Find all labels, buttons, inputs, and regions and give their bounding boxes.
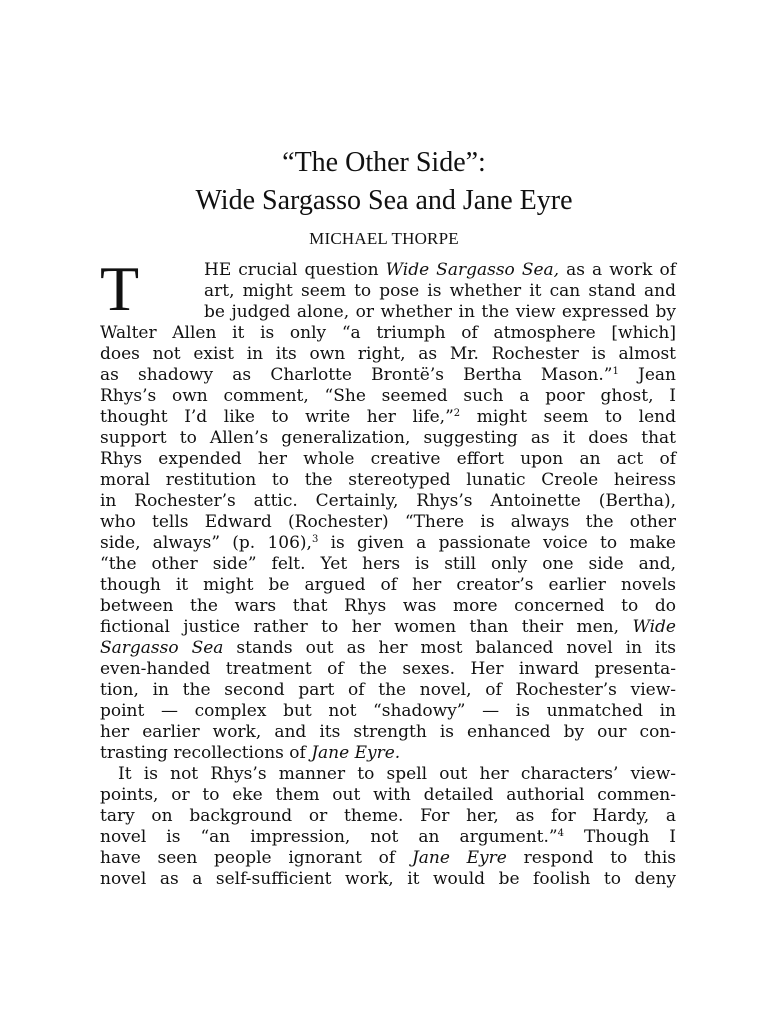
drop-cap: T: [100, 253, 140, 324]
body-line: tion, in the second part of the novel, of Rochester’s view-: [100, 680, 676, 700]
body-line: Sargasso Sea stands out as her most balanced novel in its: [100, 638, 676, 658]
body-line: in Rochester’s attic. Certainly, Rhys’s Antoinette (Bertha),: [100, 491, 676, 511]
body-line: as shadowy as Charlotte Brontë’s Bertha Mason.”$^1$ Jean: [100, 365, 676, 385]
body-line: HE crucial question Wide Sargasso Sea, as a work of: [204, 260, 677, 280]
footnote-marker: 3: [311, 534, 319, 545]
body-line: “the other side” felt. Yet hers is still only one side and,: [100, 554, 676, 574]
body-line: who tells Edward (Rochester) “There is always the other: [100, 512, 676, 532]
article-body: [100, 260, 676, 890]
body-line: even-handed treatment of the sexes. Her inward presenta-: [100, 659, 676, 679]
footnote-marker: 4: [557, 828, 564, 839]
body-line: moral restitution to the stereotyped lunatic Creole heiress: [100, 470, 676, 490]
body-line: point — complex but not “shadowy” — is unmatched in: [100, 701, 676, 721]
body-line: her earlier work, and its strength is enhanced by our con-: [100, 722, 676, 742]
body-line: though it might be argued of her creator’s earlier novels: [100, 575, 676, 595]
body-line: thought I’d like to write her life,”$^2$ might seem to lend: [100, 407, 676, 427]
author-name: MICHAEL THORPE: [309, 229, 459, 248]
body-line: points, or to eke them out with detailed authorial commen-: [100, 785, 676, 805]
body-line: fictional justice rather to her women than their men, Wide: [100, 617, 676, 637]
body-line: support to Allen’s generalization, suggesting as it does that: [100, 428, 676, 448]
footnote-marker: 2: [453, 408, 461, 419]
body-line: Walter Allen it is only “a triumph of atmosphere [which]: [100, 323, 676, 343]
body-line: does not exist in its own right, as Mr. Rochester is almost: [100, 344, 676, 364]
footnote-marker: 1: [612, 366, 619, 377]
article-title-line-1: “The Other Side”:: [282, 147, 486, 178]
body-line: side, always” (p. 106),$^3$ is given a passionate voice to make: [100, 533, 676, 553]
body-line: be judged alone, or whether in the view expressed by: [204, 302, 676, 322]
body-line: novel as a self-sufficient work, it would be foolish to deny: [100, 869, 676, 889]
body-line: novel is “an impression, not an argument.”$^4$ Though I: [100, 827, 676, 847]
body-line: Rhys expended her whole creative effort upon an act of: [100, 449, 676, 469]
body-line: between the wars that Rhys was more concerned to do: [100, 596, 676, 616]
body-line: trasting recollections of Jane Eyre.: [100, 743, 401, 763]
body-line: art, might seem to pose is whether it can stand and: [204, 281, 676, 301]
body-line: have seen people ignorant of Jane Eyre respond to this: [100, 848, 676, 868]
body-line: Rhys’s own comment, “She seemed such a poor ghost, I: [100, 386, 676, 406]
body-line: It is not Rhys’s manner to spell out her characters’ view-: [118, 764, 676, 784]
article-title-line-2: Wide Sargasso Sea and Jane Eyre: [195, 185, 573, 216]
body-line: tary on background or theme. For her, as for Hardy, a: [100, 806, 676, 826]
